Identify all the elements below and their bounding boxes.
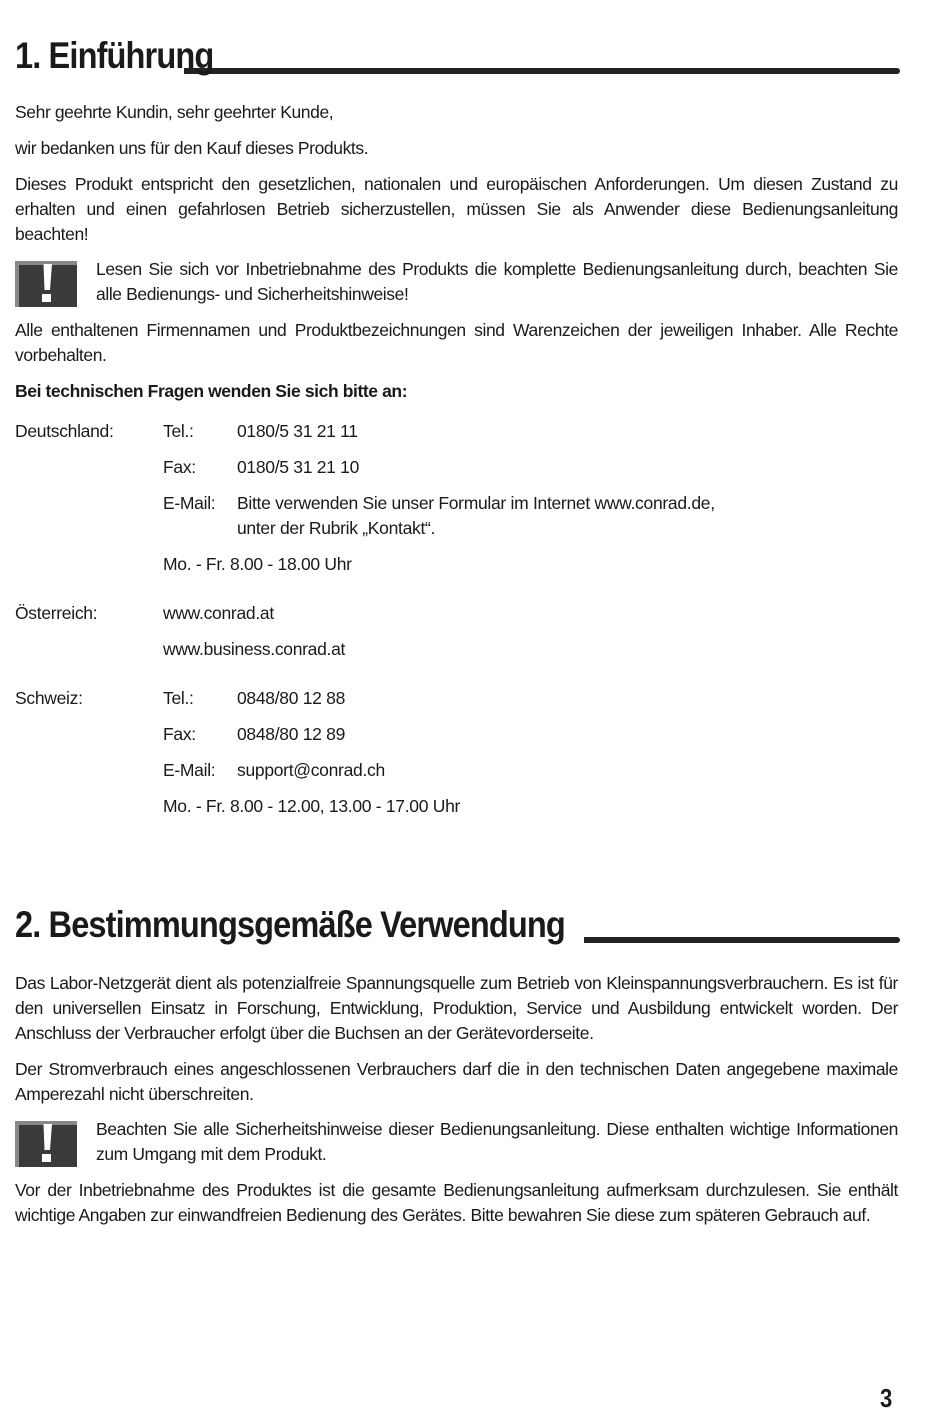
tel-value: 0848/80 12 88: [237, 688, 346, 708]
web-link[interactable]: www.conrad.at: [163, 603, 274, 623]
exclamation-warning-icon: [15, 261, 77, 307]
country-label: Deutschland:: [15, 421, 114, 441]
contact-heading: Bei technischen Fragen wenden Sie sich bitte an:: [15, 381, 408, 401]
email-value-continued: unter der Rubrik „Kontakt“.: [237, 518, 436, 538]
warning-notice-text: Lesen Sie sich vor Inbetriebnahme des Produkts die komplette Bedienungsanleitung durch, beachten Sie alle Bedienungs- und Sicherheitshinweise!: [96, 259, 898, 304]
usage-text-1: Das Labor-Netzgerät dient als potenzialfreie Spannungsquelle zum Betrieb von Kleinspannungsverbrauchern. Es ist für den universellen Einsatz in Forschung, Entwicklung, Produktion, Service und Ausbildung entwickelt worden. Der Anschluss der Verbraucher erfolgt über die Buchsen an der Gerätevorderseite.: [15, 973, 898, 1043]
warning-notice: [15, 1117, 898, 1167]
fax-label: Fax:: [163, 724, 196, 744]
tel-value: 0180/5 31 21 11: [237, 421, 358, 441]
fax-value: 0180/5 31 21 10: [237, 457, 360, 477]
email-label: E-Mail:: [163, 760, 216, 780]
usage-text-2: Der Stromverbrauch eines angeschlossenen Verbrauchers darf die in den technischen Daten angegebene maximale Amperezahl nicht überschreiten.: [15, 1059, 898, 1104]
thanks-text: wir bedanken uns für den Kauf dieses Produkts.: [15, 138, 369, 158]
heading-rule: [584, 937, 900, 943]
warning-notice-text: Beachten Sie alle Sicherheitshinweise dieser Bedienungsanleitung. Diese enthalten wichtige Informationen zum Umgang mit dem Produkt.: [96, 1119, 898, 1164]
email-label: E-Mail:: [163, 493, 216, 513]
section-2-heading: [15, 906, 900, 943]
section-2-title: 2. Bestimmungsgemäße Verwendung: [15, 904, 565, 945]
contact-table: [15, 419, 898, 819]
page-number: 3: [880, 1383, 893, 1413]
section-1-title: 1. Einführung: [15, 35, 214, 76]
tel-label: Tel.:: [163, 688, 194, 708]
country-label: Schweiz:: [15, 688, 83, 708]
web-link[interactable]: www.business.conrad.at: [163, 639, 346, 659]
exclamation-warning-icon: [15, 1121, 77, 1167]
fax-label: Fax:: [163, 457, 196, 477]
email-value[interactable]: support@conrad.ch: [237, 760, 385, 780]
trademarks-text: Alle enthaltenen Firmennamen und Produktbezeichnungen sind Warenzeichen der jeweiligen Inhaber. Alle Rechte vorbehalten.: [15, 320, 898, 365]
hours-value: Mo. - Fr. 8.00 - 12.00, 13.00 - 17.00 Uhr: [163, 796, 461, 816]
email-value: Bitte verwenden Sie unser Formular im Internet www.conrad.de,: [237, 493, 715, 513]
heading-rule: [184, 68, 900, 74]
usage-text-3: Vor der Inbetriebnahme des Produktes ist die gesamte Bedienungsanleitung aufmerksam durchzulesen. Sie enthält wichtige Angaben zur einwandfreien Bedienung des Gerätes. Bitte bewahren Sie diese zum späteren Gebrauch auf.: [15, 1180, 898, 1225]
country-label: Österreich:: [15, 603, 98, 623]
conformity-text: Dieses Produkt entspricht den gesetzlichen, nationalen und europäischen Anforderungen. Um diesen Zustand zu erhalten und einen gefahrlosen Betrieb sicherzustellen, müssen Sie als Anwender diese Bedienungsanleitung beachten!: [15, 174, 898, 244]
warning-notice: [15, 257, 898, 307]
tel-label: Tel.:: [163, 421, 194, 441]
fax-value: 0848/80 12 89: [237, 724, 346, 744]
greeting: Sehr geehrte Kundin, sehr geehrter Kunde,: [15, 102, 334, 122]
hours-value: Mo. - Fr. 8.00 - 18.00 Uhr: [163, 554, 352, 574]
section-1-heading: [15, 37, 900, 74]
